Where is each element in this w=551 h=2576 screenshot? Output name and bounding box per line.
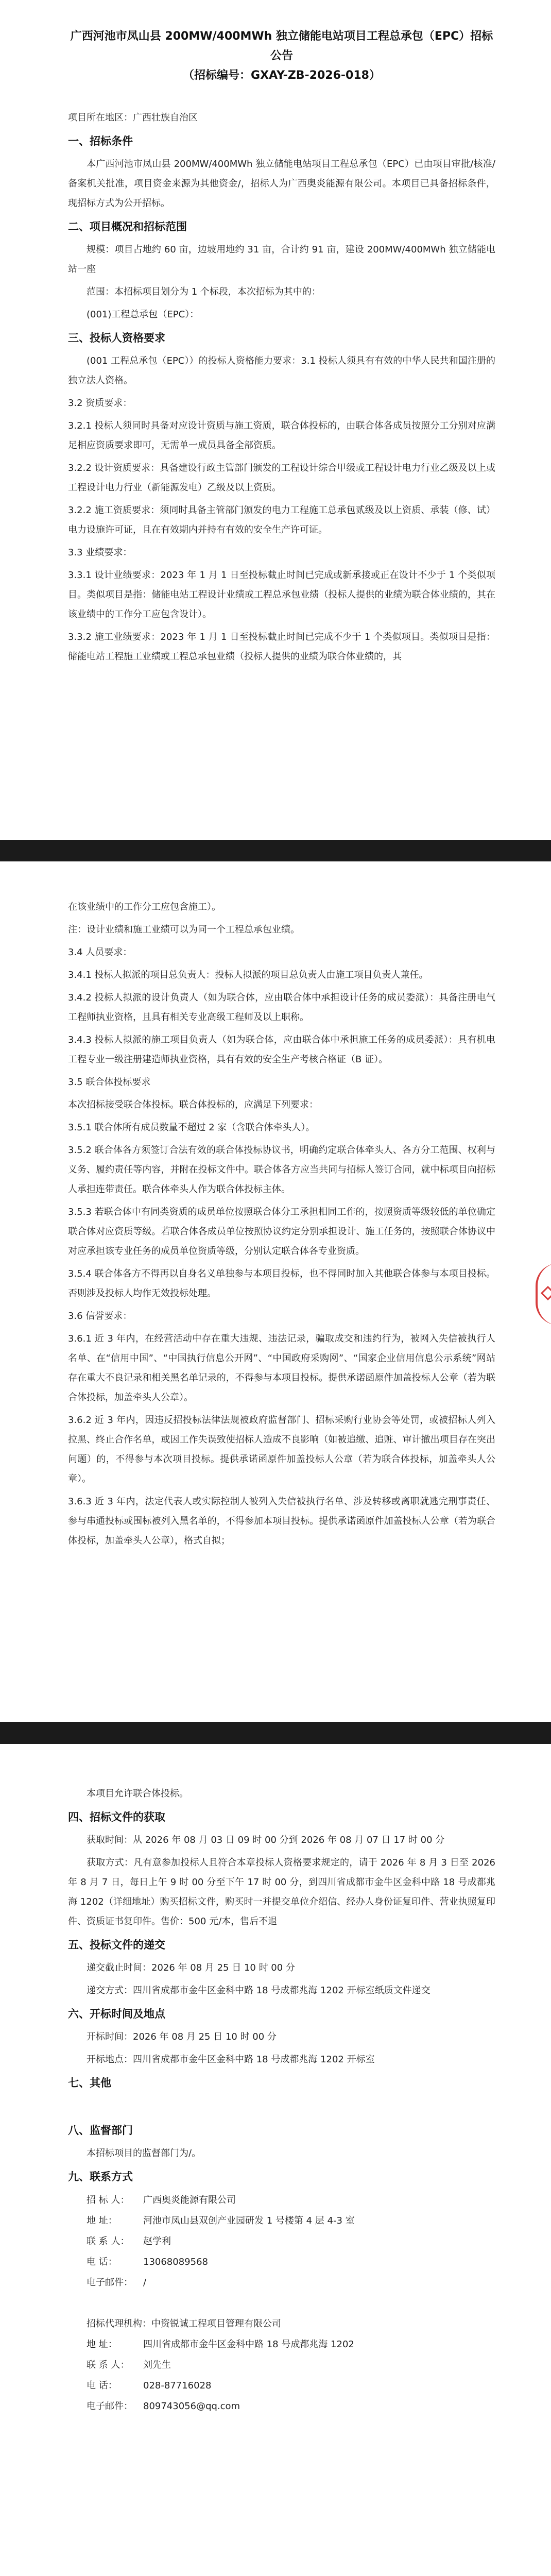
paragraph: 3.4.3 投标人拟派的施工项目负责人（如为联合体，应由联合体中承担施工任务的成员委派）：具有机电工程专业一级注册建造师执业资格，具有有效的安全生产考核合格证（B 证）。 [68,1035,495,1065]
paragraph: 3.6.3 近 3 年内，法定代表人或实际控制人被列入失信被执行名单、涉及转移或离职就逃完刑事责任、参与串通投标或围标被列入黑名单的，不得参加本项目投标。提供承诺函原件加盖投标人公章（若为联合体投标，加盖牵头人公章），格式自拟； [68,1496,495,1546]
contact-tenderer-address [68,2211,495,2231]
contact-label: 地 址： [87,2339,117,2350]
paragraph: 3.2.2 施工资质要求：须同时具备主管部门颁发的电力工程施工总承包贰级及以上资质、承装（修、试）电力设施许可证，且在有效期内并持有有效的安全生产许可证。 [68,505,495,535]
paragraph: 开标时间：2026 年 08 月 25 日 10 时 00 分 [87,2031,277,2042]
contact-agent [68,2314,495,2334]
contact-value: 赵学利 [143,2236,171,2247]
paragraph: 3.3 业绩要求： [68,547,132,558]
contact-label: 电子邮件： [87,2401,133,2412]
paragraph: 3.5.3 若联合体中有同类资质的成员单位按照联合体分工承担相同工作的，按照资质等级较低的单位确定联合体对应资质等级。若联合体各成员单位按照协议约定分别承担设计、施工任务的，按照联合体协议中对应承担该专业任务的成员单位资质等级，分别认定联合体各专业资质。 [68,1207,495,1257]
paragraph: 3.2 资质要求： [68,398,132,409]
contact-tenderer-person [68,2231,495,2252]
blank-space [68,2293,495,2314]
paragraph: 注：设计业绩和施工业绩可以为同一个工程总承包业绩。 [68,924,300,935]
section-heading-contact: 九、联系方式 [68,2171,133,2183]
contact-label: 电子邮件： [87,2277,133,2288]
contact-value: 中资锐诚工程项目管理有限公司 [151,2318,281,2329]
contact-value: 028-87716028 [143,2380,212,2391]
paragraph: 3.6 信誉要求： [68,1311,132,1321]
section-heading-submission: 五、投标文件的递交 [68,1939,165,1951]
contact-value: 809743056@qq.com [143,2401,240,2412]
contact-agent-address [68,2334,495,2355]
contact-tenderer-phone [68,2252,495,2273]
contact-value: 广西奥炎能源有限公司 [143,2195,236,2206]
contact-label: 联 系 人： [87,2236,130,2247]
paragraph: (001 工程总承包（EPC））的投标人资格能力要求：3.1 投标人须具有有效的中华人民共和国注册的独立法人资格。 [68,355,495,386]
paragraph: 3.4 人员要求： [68,947,132,958]
paragraph: 在该业绩中的工作分工应包含施工）。 [68,902,221,912]
contact-label: 电 话： [87,2257,117,2267]
tender-number: （招标编号：GXAY-ZB-2026-018） [183,69,381,82]
contact-tenderer-email [68,2273,495,2293]
section-heading-supervision: 八、监督部门 [68,2124,133,2137]
paragraph: 3.5.1 联合体所有成员数量不超过 2 家（含联合体牵头人）。 [68,1122,315,1133]
contact-agent-person [68,2355,495,2376]
document-page-1 [0,0,551,840]
contact-value: 四川省成都市金牛区金科中路 18 号成都兆海 1202 [143,2339,354,2350]
contact-value: 刘先生 [143,2360,171,2370]
paragraph: 规模：项目占地约 60 亩，边坡用地约 31 亩，合计约 91 亩，建设 200MW/400MWh 独立储能电站一座 [68,244,495,275]
contact-label: 地 址： [87,2215,117,2226]
paragraph: 3.2.1 投标人须同时具备对应设计资质与施工资质，联合体投标的，由联合体各成员按照分工分别对应满足相应资质要求即可，无需单一成员具备全部资质。 [68,420,495,451]
paragraph: 3.4.2 投标人拟派的设计负责人（如为联合体，应由联合体中承担设计任务的成员委派）：具备注册电气工程师执业资格，且具有相关专业高级工程师及以上职称。 [68,992,495,1023]
section-heading-tender-conditions: 一、招标条件 [68,135,133,147]
paragraph: 3.6.2 近 3 年内，因违反招投标法律法规被政府监督部门、招标采购行业协会等处罚，或被招标人列入拉黑、终止合作名单，或因工作失误致使招标人造成不良影响（如被追缴、追赃、审计撤出项目存在突出问题）的，不得参与本次项目投标。提供承诺函原件加盖投标人公章（若为联合体投标，加盖牵头人公章）。 [68,1415,495,1484]
paragraph: 开标地点：四川省成都市金牛区金科中路 18 号成都兆海 1202 开标室 [87,2054,375,2065]
project-location: 项目所在地区：广西壮族自治区 [68,112,198,123]
contact-label: 电 话： [87,2380,117,2391]
paragraph: 3.2.2 设计资质要求：具备建设行政主管部门颁发的工程设计综合甲级或工程设计电力行业乙级及以上或工程设计电力行业（新能源发电）乙级及以上资质。 [68,463,495,493]
blank-space [68,2096,495,2117]
document-page-2 [0,861,551,1722]
paragraph: 3.5 联合体投标要求 [68,1077,151,1088]
paragraph: 递交截止时间：2026 年 08 月 25 日 10 时 00 分 [87,1962,295,1973]
paragraph: 本招标项目的监督部门为/。 [87,2148,201,2159]
paragraph: 3.5.4 联合体各方不得再以自身名义单独参与本项目投标，也不得同时加入其他联合体参与本项目投标。否则涉及投标人均作无效投标处理。 [68,1268,495,1299]
paragraph: 本次招标接受联合体投标。联合体投标的，应满足下列要求： [68,1099,318,1110]
contact-value: / [143,2277,147,2288]
contact-label: 招标代理机构： [87,2318,151,2329]
contact-value: 河池市凤山县双创产业园研发 1 号楼第 4 层 4-3 室 [143,2215,355,2226]
contact-agent-email [68,2396,495,2417]
contact-tenderer [68,2190,495,2211]
section-heading-qualifications: 三、投标人资格要求 [68,332,165,344]
section-heading-obtain-documents: 四、招标文件的获取 [68,1811,165,1823]
section-heading-other: 七、其他 [68,2077,111,2089]
contact-agent-phone [68,2376,495,2396]
section-heading-project-overview: 二、项目概况和招标范围 [68,221,187,233]
contact-value: 13068089568 [143,2257,208,2267]
paragraph: 本项目允许联合体投标。 [87,1788,188,1799]
paragraph: 3.3.1 设计业绩要求：2023 年 1 月 1 日至投标截止时间已完成或新承接或正在设计不少于 1 个类似项目。类似项目是指：储能电站工程设计业绩或工程总承包业绩（投标人提供的业绩为联合体业绩的，其在该业绩中的工作分工应包含设计）。 [68,570,495,620]
paragraph: 3.3.2 施工业绩要求：2023 年 1 月 1 日至投标截止时间已完成不少于 1 个类似项目。类似项目是指：储能电站工程施工业绩或工程总承包业绩（投标人提供的业绩为联合体业绩的，其 [68,632,495,662]
paragraph: 本广西河池市凤山县 200MW/400MWh 独立储能电站项目工程总承包（EPC）已由项目审批/核准/备案机关批准，项目资金来源为其他资金/，招标人为广西奥炎能源有限公司。本项目已具备招标条件，现招标方式为公开招标。 [68,159,495,209]
section-heading-bid-opening: 六、开标时间及地点 [68,2008,165,2020]
paragraph: 3.6.1 近 3 年内，在经营活动中存在重大违规、违法记录，骗取成交和违约行为，被网入失信被执行人名单、在“信用中国”、“中国执行信息公开网”、“中国政府采购网”、“国家企业信用信息公示系统”网站存在重大不良记录和相关黑名单记录的，不得参与本项目投标。提供承诺函原件加盖投标人公章（若为联合体投标，加盖牵头人公章）。 [68,1333,495,1403]
contact-label: 联 系 人： [87,2360,130,2370]
paragraph: 递交方式：四川省成都市金牛区金科中路 18 号成都兆海 1202 开标室纸质文件递交 [87,1985,431,1996]
paragraph: 3.4.1 投标人拟派的项目总负责人：投标人拟派的项目总负责人由施工项目负责人兼任。 [68,970,428,980]
paragraph: 获取方式：凡有意参加投标人且符合本章投标人资格要求规定的，请于 2026 年 8 月 3 日至 2026 年 8 月 7 日，每日上午 9 时 00 分至下午 17 时 00 分，到四川省成都市金牛区金科中路 18 号成都兆海 1202（详细地址）购买招标文件，购买时一并提交单位介绍信、经办人身份证复印件、营业执照复印件、资质证书复印件。售价：500 元/本，售后不退 [68,1857,495,1927]
seal-stamp-edge [536,1263,551,1325]
document-title: 广西河池市凤山县 200MW/400MWh 独立储能电站项目工程总承包（EPC）招标公告 [70,30,493,62]
paragraph: (001)工程总承包（EPC）： [87,309,199,320]
contact-label: 招 标 人： [87,2195,130,2206]
paragraph: 获取时间：从 2026 年 08 月 03 日 09 时 00 分到 2026 年 08 月 07 日 17 时 00 分 [87,1835,445,1845]
paragraph: 3.5.2 联合体各方须签订合法有效的联合体投标协议书，明确约定联合体牵头人、各方分工范围、权利与义务、履约责任等内容，并附在投标文件中。联合体各方应当共同与招标人签订合同，就中标项目向招标人承担连带责任。联合体牵头人作为联合体投标主体。 [68,1145,495,1195]
document-page-3 [0,1744,551,2576]
paragraph: 范围：本招标项目划分为 1 个标段，本次招标为其中的： [87,286,321,297]
